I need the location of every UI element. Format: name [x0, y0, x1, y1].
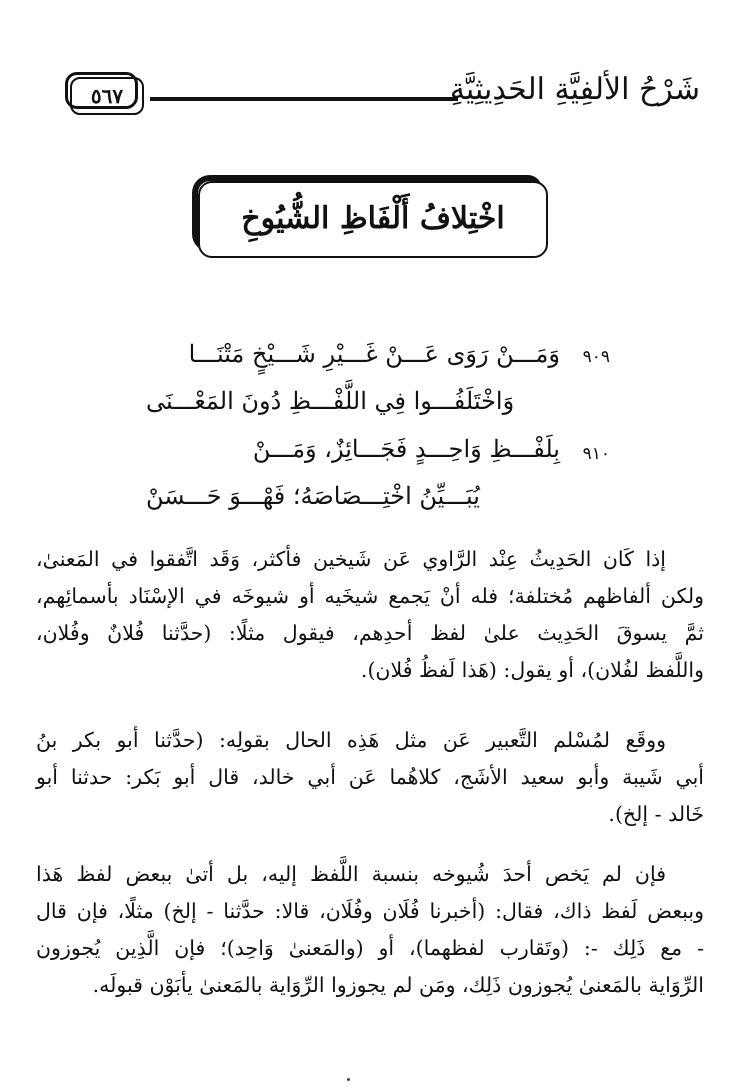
text-line: وببعض لَفظ ذاك، فقال: (أخبرنا فُلَان وفُلَان، قالا: حدَّثنا - إلخ) مثلًا، فإن قال: [36, 899, 704, 923]
text-line: أبي شَيبة وأبو سعيد الأشَج، كلاهُما عَن أبي خالد، قال أبو بَكر: حدثنا أبو: [36, 765, 704, 789]
chapter-title-box: [198, 181, 548, 258]
verse-number: ٩١٠: [582, 444, 610, 464]
text-line: فإن لم يَخص أحدَ شُيوخه بنسبة اللَّفظ إليه، بل أتىٰ ببعض لفظ هَذا: [36, 862, 666, 886]
text-line: واللَّفظ لفُلان)، أو يقول: (هَذا لَفظُ فُلان).: [360, 658, 704, 682]
chapter-title: اخْتِلافُ أَلْفَاظِ الشُّيُوخِ: [241, 201, 505, 236]
verse-number: ٩٠٩: [582, 347, 610, 367]
verse-hemistich: وَاخْتَلَفُـــوا فِي اللَّفْـــظِ دُونَ المَعْـــنَى: [146, 387, 515, 415]
text-line: ولكن ألفاظهم مُختلفة؛ فله أنْ يَجمع شيخَيه أو شيوخَه في الإسْنَاد بأسمائِهم،: [36, 584, 704, 608]
running-title: شَرْحُ الألفِيَّةِ الحَدِيثِيَّةِ: [449, 72, 700, 107]
page-mark: [347, 1078, 350, 1081]
text-line: ثمَّ يسوقَ الحَدِيث علىٰ لفظ أحدِهم، فيقول مثلًا: (حدَّثنا فُلانٌ وفُلان،: [36, 621, 704, 645]
verse-hemistich: بِلَفْـــظِ وَاحِـــدٍ فَجَـــائِزٌ، وَمَـــنْ: [252, 435, 560, 463]
text-line: ووقَع لمُسْلم التَّعبير عَن مثل هَذِه الحال بقولِه: (حدَّثنا أبو بكر بنُ: [36, 728, 666, 752]
paragraph: [36, 541, 704, 689]
paragraph: [36, 722, 704, 833]
page-number: ٥٦٧: [90, 84, 124, 108]
text-line: - مع ذَلِك -: (وتَقارب لفظهما)، أو (والمَعنىٰ وَاحِد)؛ فإن الَّذِين يُجوزون: [36, 936, 704, 960]
header-rule: [150, 97, 458, 101]
text-line: خَالد - إلخ).: [608, 802, 704, 826]
text-line: الرِّوَاية بالمَعنىٰ يُجوزون ذَلِك، ومَن لم يجوزوا الرِّوَاية بالمَعنىٰ يأبَوْن قبولَه.: [92, 973, 704, 997]
text-line: إذا كَان الحَدِيثُ عِنْد الرَّاوي عَن شَيخين فأكثر، وَقَد اتَّفقوا في المَعنىٰ،: [36, 547, 666, 571]
verse-hemistich: وَمَـــنْ رَوَى عَـــنْ غَـــيْرِ شَـــيْخٍ مَتْنَـــا: [188, 340, 560, 368]
page-number-box: [70, 77, 144, 115]
paragraph: [36, 856, 704, 1004]
verse-hemistich: يُبَـــيِّنُ اخْتِـــصَاصَهُ؛ فَهْـــوَ حَـــسَنْ: [146, 482, 480, 510]
